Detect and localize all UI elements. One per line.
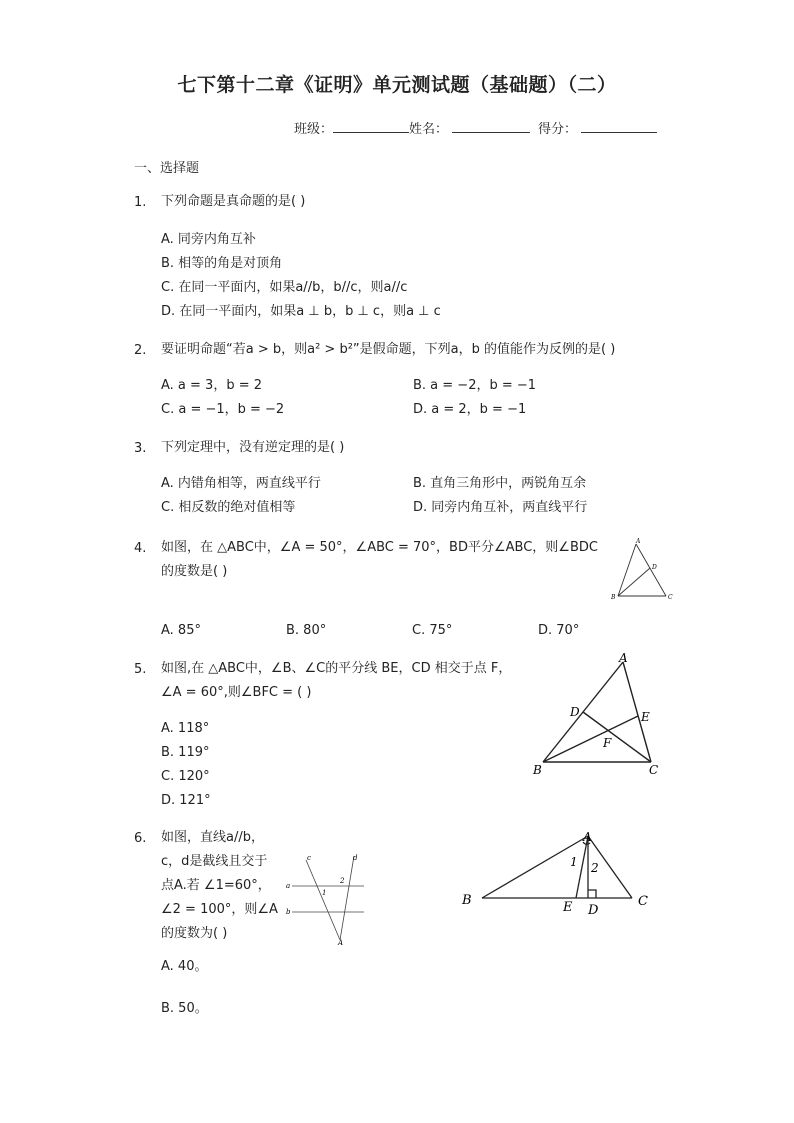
question-number: 5. [134, 662, 147, 677]
option-d[interactable]: D. a = 2，b = −1 [413, 402, 527, 417]
question-number: 6. [134, 831, 147, 846]
option-c[interactable]: C. 75° [412, 623, 453, 638]
question-stem: 要证明命题“若a > b，则a² > b²”是假命题，下列a，b 的值能作为反例的是( ) [161, 342, 616, 357]
question-stem-line: c，d是截线且交于 [161, 854, 268, 869]
question-stem-line: 如图,在 △ABC中，∠B、∠C的平分线 BE，CD 相交于点 F， [161, 661, 512, 676]
question-number: 1. [134, 195, 147, 210]
line-c [306, 860, 340, 940]
class-label: 班级： [294, 122, 334, 137]
line-label: b [286, 908, 291, 916]
option-a[interactable]: A. 85° [161, 623, 201, 638]
student-info-line [294, 118, 657, 137]
option-b[interactable]: B. 50。 [161, 1001, 208, 1016]
option-c[interactable]: C. 在同一平面内，如果a//b，b//c，则a//c [161, 280, 408, 295]
question-stem-line: 点A.若 ∠1=60°， [161, 878, 271, 893]
question-stem-line: 如图，在 △ABC中，∠A = 50°，∠ABC = 70°，BD平分∠ABC，则∠BDC [161, 540, 598, 555]
angle-label: 1 [570, 855, 578, 869]
question-stem-line: ∠A = 60°,则∠BFC = ( ) [161, 685, 312, 700]
question-number: 2. [134, 343, 147, 358]
question-number: 3. [134, 441, 147, 456]
vertex-label: B [611, 594, 616, 601]
question-stem-line: 如图，直线a//b， [161, 830, 264, 845]
vertex-label: A [619, 651, 628, 665]
vertex-label: D [652, 564, 657, 571]
bisector-be [543, 716, 638, 762]
section-title: 一、选择题 [134, 161, 200, 176]
option-d[interactable]: D. 70° [538, 623, 580, 638]
edge-ca [636, 544, 666, 596]
question-stem-line: 的度数为( ) [161, 926, 228, 941]
option-a[interactable]: A. 40。 [161, 959, 208, 974]
name-label: 姓名： [409, 122, 449, 137]
option-a[interactable]: A. 同旁内角互补 [161, 232, 256, 247]
angle-label: 1 [322, 889, 327, 897]
q6-parallel-lines-figure [282, 848, 370, 948]
option-d[interactable]: D. 121° [161, 793, 211, 808]
question-stem-line: 的度数是( ) [161, 564, 228, 579]
angle-label: 2 [591, 861, 599, 875]
q4-triangle-figure [606, 538, 678, 602]
vertex-label: C [638, 894, 648, 909]
vertex-label: A [583, 830, 592, 844]
vertex-label: A [338, 939, 344, 947]
line-label: d [353, 854, 358, 862]
q5-triangle-figure [525, 648, 675, 780]
vertex-label: E [563, 900, 573, 915]
question-number: 4. [134, 541, 147, 556]
vertex-label: F [603, 736, 612, 750]
question-stem: 下列定理中，没有逆定理的是( ) [161, 440, 345, 455]
option-a[interactable]: A. 118° [161, 721, 210, 736]
option-b[interactable]: B. a = −2，b = −1 [413, 378, 537, 393]
line-d [340, 856, 354, 940]
option-b[interactable]: B. 相等的角是对顶角 [161, 256, 283, 271]
class-blank[interactable] [333, 120, 409, 133]
option-a[interactable]: A. 内错角相等，两直线平行 [161, 476, 321, 491]
line-label: a [286, 882, 291, 890]
name-blank[interactable] [452, 120, 530, 133]
score-blank[interactable] [581, 120, 657, 133]
vertex-label: E [641, 710, 650, 724]
segment-ae [576, 836, 588, 898]
question-stem: 下列命题是真命题的是( ) [161, 194, 306, 209]
q6-right-triangle-figure [456, 828, 652, 920]
option-c[interactable]: C. 120° [161, 769, 210, 784]
option-d[interactable]: D. 同旁内角互补，两直线平行 [413, 500, 588, 515]
vertex-label: D [570, 705, 580, 719]
page-title: 七下第十二章《证明》单元测试题（基础题）（二） [177, 74, 617, 96]
option-b[interactable]: B. 80° [286, 623, 327, 638]
option-c[interactable]: C. a = −1，b = −2 [161, 402, 285, 417]
vertex-label: A [636, 538, 641, 545]
line-label: c [307, 854, 311, 862]
option-b[interactable]: B. 119° [161, 745, 210, 760]
question-stem-line: ∠2 = 100°，则∠A [161, 902, 278, 917]
right-angle-mark [588, 890, 596, 898]
vertex-label: C [668, 594, 673, 601]
vertex-label: B [462, 893, 472, 908]
vertex-label: B [533, 763, 542, 777]
vertex-label: D [588, 903, 599, 918]
option-d[interactable]: D. 在同一平面内，如果a ⊥ b，b ⊥ c，则a ⊥ c [161, 304, 441, 319]
score-label: 得分： [538, 122, 578, 137]
option-c[interactable]: C. 相反数的绝对值相等 [161, 500, 296, 515]
option-a[interactable]: A. a = 3，b = 2 [161, 378, 263, 393]
angle-label: 2 [340, 877, 345, 885]
vertex-label: C [649, 763, 659, 777]
option-b[interactable]: B. 直角三角形中，两锐角互余 [413, 476, 587, 491]
